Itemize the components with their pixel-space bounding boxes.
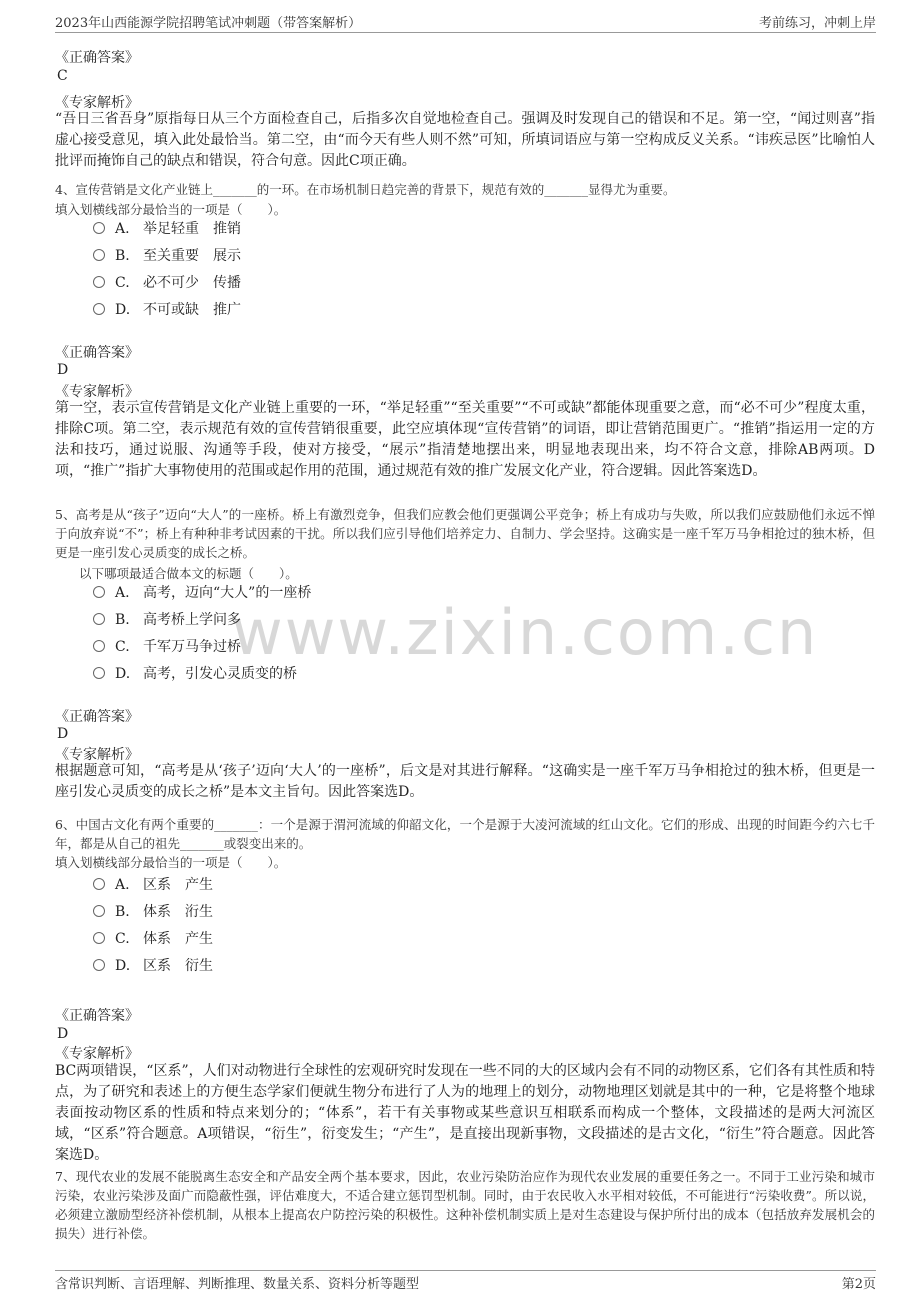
question-stem-q7: 7、现代农业的发展不能脱离生态安全和产品安全两个基本要求，因此，农业污染防治应作为现代农业发展的重要任务之一。不同于工业污染和城市污染，农业污染涉及面广而隐蔽性强，评估难度大，不适合建立惩罚型机制。同时，由于农民收入水平相对较低，不可能进行“污染收费”。所以说，必须建立激励型经济补偿机制，从根本上提高农户防控污染的积极性。这种补偿机制实质上是对生态建设与保护所付出的成本（包括放弃发展机会的损失）进行补偿。 <box>55 1169 875 1241</box>
radio-icon[interactable] <box>93 586 105 598</box>
header-title: 2023年山西能源学院招聘笔试冲刺题（带答案解析） <box>55 16 362 31</box>
radio-icon[interactable] <box>93 932 105 944</box>
option-q5-c[interactable]: C. 千军万马争过桥 <box>93 636 241 658</box>
question-stem-q6: 6、中国古文化有两个重要的_______：一个是源于渭河流域的仰韶文化，一个是源于大凌河流域的红山文化。它们的形成、出现的时间距今约六七千年，都是从自己的祖先_______或裂变出来的。 <box>55 817 875 851</box>
option-q4-b[interactable]: B. 至关重要 展示 <box>93 245 241 267</box>
option-q5-a[interactable]: A. 高考，迈向“大人”的一座桥 <box>93 582 311 604</box>
footer-note: 含常识判断、言语理解、判断推理、数量关系、资料分析等题型 <box>55 1277 420 1292</box>
explain-heading-q6: 《专家解析》 <box>55 1046 139 1062</box>
answer-heading-q6: 《正确答案》 <box>55 1008 139 1024</box>
option-q4-d[interactable]: D. 不可或缺 推广 <box>93 299 241 321</box>
option-q4-a[interactable]: A. 举足轻重 推销 <box>93 218 241 240</box>
answer-value-q6: D <box>57 1026 69 1042</box>
explain-heading-q5: 《专家解析》 <box>55 747 139 763</box>
question-stem-q4: 4、宣传营销是文化产业链上_______的一环。在市场机制日趋完善的背景下，规范有效的_______显得尤为重要。 <box>55 182 676 197</box>
question-prompt-q6: 填入划横线部分最恰当的一项是（ ）。 <box>55 855 287 870</box>
option-q5-d[interactable]: D. 高考，引发心灵质变的桥 <box>93 663 297 685</box>
radio-icon[interactable] <box>93 276 105 288</box>
question-prompt-q4: 填入划横线部分最恰当的一项是（ ）。 <box>55 202 287 217</box>
question-stem-q5: 5、高考是从“孩子”迈向“大人”的一座桥。桥上有激烈竞争，但我们应教会他们更强调公平竞争；桥上有成功与失败，所以我们应鼓励他们永远不惮于向放弃说“不”；桥上有种种非考试因素的干扰。所以我们应引导他们培养定力、自制力、学会坚持。这确实是一座千军万马争相抢过的独木桥，但更是一座引发心灵质变的成长之桥。 <box>55 507 875 560</box>
explanation-q4: 第一空，表示宣传营销是文化产业链上重要的一环，“举足轻重”“至关重要”“不可或缺”都能体现重要之意，而“必不可少”程度太重，排除C项。第二空，表示规范有效的宣传营销很重要，此空应填体现“宣传营销”的词语，即让营销范围更广。“推销”指运用一定的方法和技巧，通过说服、沟通等手段，使对方接受，“展示”指清楚地摆出来，明显地表现出来，均不符合文意，排除AB两项。D项，“推广”指扩大事物使用的范围或起作用的范围，通过规范有效的推广发展文化产业，符合逻辑。因此答案选D。 <box>55 400 875 479</box>
answer-value-q5: D <box>57 726 69 742</box>
explain-heading-q3: 《专家解析》 <box>55 95 139 111</box>
header-slogan: 考前练习，冲刺上岸 <box>758 16 876 31</box>
option-q5-b[interactable]: B. 高考桥上学问多 <box>93 609 241 631</box>
answer-value-q3: C <box>57 68 68 84</box>
explanation-q6: BC两项错误，“区系”，人们对动物进行全球性的宏观研究时发现在一些不同的大的区域内会有不同的动物区系，它们各有其性质和特点，为了研究和表述上的方便生态学家们便就生物分布进行了人为的地理上的划分，动物地理区划就是其中的一种，它是将整个地球表面按动物区系的性质和特点来划分的；“体系”，若干有关事物或某些意识互相联系而构成一个整体，文段描述的是两大河流区域，“区系”符合题意。A项错误，“衍生”，衍变发生；“产生”，是直接出现新事物，文段描述的是古文化，“衍生”符合题意。因此答案选D。 <box>55 1063 875 1163</box>
page-footer <box>55 1270 876 1293</box>
radio-icon[interactable] <box>93 667 105 679</box>
page-number: 第2页 <box>841 1277 876 1292</box>
radio-icon[interactable] <box>93 303 105 315</box>
radio-icon[interactable] <box>93 222 105 234</box>
explain-heading-q4: 《专家解析》 <box>55 384 139 400</box>
answer-heading-q3: 《正确答案》 <box>55 50 139 66</box>
answer-heading-q4: 《正确答案》 <box>55 345 139 361</box>
option-q6-a[interactable]: A. 区系 产生 <box>93 874 213 896</box>
question-prompt-q5: 以下哪项最适合做本文的标题（ ）。 <box>79 566 298 581</box>
option-q6-b[interactable]: B. 体系 洐生 <box>93 901 213 923</box>
watermark: www.zixin.com.cn <box>232 596 819 669</box>
page-header <box>55 10 876 33</box>
radio-icon[interactable] <box>93 640 105 652</box>
radio-icon[interactable] <box>93 249 105 261</box>
option-q6-d[interactable]: D. 区系 衍生 <box>93 955 213 977</box>
answer-value-q4: D <box>57 362 69 378</box>
explanation-q5: 根据题意可知，“高考是从‘孩子’迈向‘大人’的一座桥”，后文是对其进行解释。“这确实是一座千军万马争相抢过的独木桥，但更是一座引发心灵质变的成长之桥”是本文主旨句。因此答案选D。 <box>55 763 875 800</box>
radio-icon[interactable] <box>93 905 105 917</box>
explanation-q3: “吾日三省吾身”原指每日从三个方面检查自己，后指多次自觉地检查自己。强调及时发现自己的错误和不足。第一空，“闻过则喜”指虚心接受意见，填入此处最恰当。第二空，由“而今天有些人则不然”可知，所填词语应与第一空构成反义关系。“讳疾忌医”比喻怕人批评而掩饰自己的缺点和错误，符合句意。因此C项正确。 <box>55 111 875 169</box>
answer-heading-q5: 《正确答案》 <box>55 709 139 725</box>
radio-icon[interactable] <box>93 613 105 625</box>
option-q4-c[interactable]: C. 必不可少 传播 <box>93 272 241 294</box>
radio-icon[interactable] <box>93 959 105 971</box>
option-q6-c[interactable]: C. 体系 产生 <box>93 928 213 950</box>
radio-icon[interactable] <box>93 878 105 890</box>
